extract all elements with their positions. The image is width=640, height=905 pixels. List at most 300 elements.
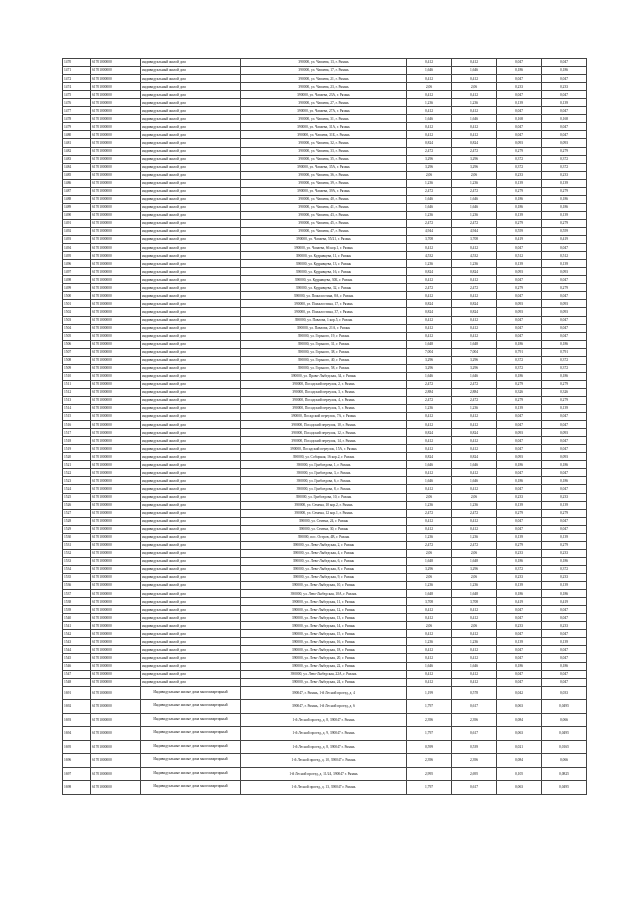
object-type-cell: индивидуальный жилой дом xyxy=(141,67,241,75)
address-cell: 390000, Посадский переулок, 4, г. Рязань xyxy=(241,396,407,404)
row-number-cell: 1512 xyxy=(63,388,91,396)
value-4-cell: 0,139 xyxy=(542,582,587,590)
address-cell: 390000, пос. Остров, 4В, г. Рязань xyxy=(241,533,407,541)
value-2-cell: 0,412 xyxy=(452,324,497,332)
value-1-cell: 0,412 xyxy=(407,525,452,533)
row-number-cell: 1538 xyxy=(63,598,91,606)
value-3-cell: 0,372 xyxy=(497,163,542,171)
value-2-cell: 1,646 xyxy=(452,662,497,670)
row-number-cell: 1486 xyxy=(63,179,91,187)
address-cell: 390000, ул. Чапаева, 21, г. Рязань xyxy=(241,75,407,83)
oktmo-code-cell: 61701000000 xyxy=(91,781,141,795)
table-row xyxy=(63,147,587,155)
row-number-cell: 1519 xyxy=(63,445,91,453)
address-cell: 390000, ул. Чапаева, 27А, г. Рязань xyxy=(241,107,407,115)
table-row xyxy=(63,372,587,380)
oktmo-code-cell: 61701000000 xyxy=(91,421,141,429)
value-4-cell: 0,0165 xyxy=(542,740,587,754)
value-1-cell: 0,599 xyxy=(407,740,452,754)
value-2-cell: 1,236 xyxy=(452,405,497,413)
data-table xyxy=(62,58,587,795)
value-1-cell: 0,824 xyxy=(407,300,452,308)
address-cell: 390000, ул. Горького, 40, г. Рязань xyxy=(241,356,407,364)
value-1-cell: 0,412 xyxy=(407,244,452,252)
value-4-cell: 0,233 xyxy=(542,171,587,179)
row-number-cell: 1507 xyxy=(63,348,91,356)
object-type-cell: Индивидуальные жилые дома многоквартирный xyxy=(141,781,241,795)
value-1-cell: 1,646 xyxy=(407,372,452,380)
value-3-cell: 0,093 xyxy=(497,429,542,437)
oktmo-code-cell: 61701000000 xyxy=(91,582,141,590)
value-3-cell: 0,372 xyxy=(497,155,542,163)
row-number-cell: 1488 xyxy=(63,195,91,203)
oktmo-code-cell: 61701000000 xyxy=(91,131,141,139)
value-3-cell: 0,047 xyxy=(497,324,542,332)
value-4-cell: 0,512 xyxy=(542,252,587,260)
table-body xyxy=(63,59,587,795)
value-4-cell: 0,233 xyxy=(542,493,587,501)
table-row xyxy=(63,187,587,195)
value-3-cell: 0,105 xyxy=(497,767,542,781)
row-number-cell: 1472 xyxy=(63,75,91,83)
value-1-cell: 1,646 xyxy=(407,203,452,211)
row-number-cell: 1504 xyxy=(63,324,91,332)
table-row xyxy=(63,437,587,445)
value-4-cell: 0,186 xyxy=(542,372,587,380)
object-type-cell: индивидуальный жилой дом xyxy=(141,211,241,219)
address-cell: 390000, ул. Чапаева, 31, г. Рязань xyxy=(241,115,407,123)
value-3-cell: 0,063 xyxy=(497,727,542,741)
oktmo-code-cell: 61701000000 xyxy=(91,268,141,276)
value-1-cell: 4,532 xyxy=(407,252,452,260)
value-2-cell: 2,06 xyxy=(452,83,497,91)
oktmo-code-cell: 61701000000 xyxy=(91,388,141,396)
row-number-cell: 1482 xyxy=(63,147,91,155)
row-number-cell: 1491 xyxy=(63,219,91,227)
table-row xyxy=(63,781,587,795)
object-type-cell: индивидуальный жилой дом xyxy=(141,107,241,115)
address-cell: 390000, ул. Соборная, 16 кор.2, г. Рязань xyxy=(241,453,407,461)
value-1-cell: 1,646 xyxy=(407,67,452,75)
oktmo-code-cell: 61701000000 xyxy=(91,83,141,91)
value-2-cell: 0,412 xyxy=(452,654,497,662)
table-row xyxy=(63,292,587,300)
oktmo-code-cell: 61701000000 xyxy=(91,533,141,541)
table-row xyxy=(63,405,587,413)
value-4-cell: 0,093 xyxy=(542,139,587,147)
object-type-cell: Индивидуальные жилые дома многоквартирный xyxy=(141,700,241,714)
address-cell: 390000, ул. Павлова, 1 кор.5, г. Рязань xyxy=(241,316,407,324)
value-1-cell: 3,708 xyxy=(407,598,452,606)
object-type-cell: индивидуальный жилой дом xyxy=(141,187,241,195)
row-number-cell: 1540 xyxy=(63,614,91,622)
value-4-cell: 0,186 xyxy=(542,461,587,469)
table-row xyxy=(63,155,587,163)
row-number-cell: 1509 xyxy=(63,364,91,372)
value-2-cell: 1,236 xyxy=(452,211,497,219)
oktmo-code-cell: 61701000000 xyxy=(91,236,141,244)
address-cell: 390000, ул. Лево-Лыбедская, 8, г. Рязань xyxy=(241,565,407,573)
value-4-cell: 0,047 xyxy=(542,292,587,300)
value-2-cell: 1,646 xyxy=(452,115,497,123)
value-3-cell: 0,047 xyxy=(497,421,542,429)
row-number-cell: 1543 xyxy=(63,638,91,646)
row-number-cell: 1500 xyxy=(63,292,91,300)
object-type-cell: индивидуальный жилой дом xyxy=(141,429,241,437)
value-3-cell: 0,139 xyxy=(497,260,542,268)
object-type-cell: индивидуальный жилой дом xyxy=(141,557,241,565)
value-1-cell: 1,646 xyxy=(407,662,452,670)
oktmo-code-cell: 61701000000 xyxy=(91,364,141,372)
value-3-cell: 0,279 xyxy=(497,541,542,549)
value-1-cell: 0,412 xyxy=(407,606,452,614)
address-cell: 390000, ул. Чапаева, 32, г. Рязань xyxy=(241,139,407,147)
row-number-cell: 1477 xyxy=(63,107,91,115)
table-row xyxy=(63,388,587,396)
value-1-cell: 2,472 xyxy=(407,147,452,155)
oktmo-code-cell: 61701000000 xyxy=(91,187,141,195)
oktmo-code-cell: 61701000000 xyxy=(91,598,141,606)
value-4-cell: 0,047 xyxy=(542,75,587,83)
object-type-cell: индивидуальный жилой дом xyxy=(141,340,241,348)
value-4-cell: 0,047 xyxy=(542,123,587,131)
value-4-cell: 0,372 xyxy=(542,565,587,573)
address-cell: 390000, ул. Семена, 10 кор.2, г. Рязань xyxy=(241,501,407,509)
row-number-cell: 1480 xyxy=(63,131,91,139)
value-2-cell: 0,412 xyxy=(452,469,497,477)
value-3-cell: 0,047 xyxy=(497,131,542,139)
object-type-cell: Индивидуальные жилые дома многоквартирный xyxy=(141,727,241,741)
value-3-cell: 0,279 xyxy=(497,147,542,155)
value-2-cell: 3,296 xyxy=(452,364,497,372)
value-2-cell: 0,824 xyxy=(452,300,497,308)
object-type-cell: индивидуальный жилой дом xyxy=(141,453,241,461)
value-2-cell: 1,236 xyxy=(452,582,497,590)
address-cell: 1-й Лесной проезд, д. 11/24, 390047 г. Рязань xyxy=(241,767,407,781)
oktmo-code-cell: 61701000000 xyxy=(91,413,141,421)
table-row xyxy=(63,83,587,91)
oktmo-code-cell: 61701000000 xyxy=(91,767,141,781)
table-row xyxy=(63,203,587,211)
table-row xyxy=(63,670,587,678)
object-type-cell: индивидуальный жилой дом xyxy=(141,445,241,453)
oktmo-code-cell: 61701000000 xyxy=(91,646,141,654)
oktmo-code-cell: 61701000000 xyxy=(91,244,141,252)
value-1-cell: 2,06 xyxy=(407,171,452,179)
value-3-cell: 0,047 xyxy=(497,654,542,662)
oktmo-code-cell: 61701000000 xyxy=(91,678,141,686)
value-2-cell: 3,708 xyxy=(452,236,497,244)
object-type-cell: индивидуальный жилой дом xyxy=(141,388,241,396)
oktmo-code-cell: 61701000000 xyxy=(91,590,141,598)
oktmo-code-cell: 61701000000 xyxy=(91,509,141,517)
object-type-cell: индивидуальный жилой дом xyxy=(141,91,241,99)
value-2-cell: 1,648 xyxy=(452,590,497,598)
table-row xyxy=(63,115,587,123)
address-cell: 390000, ул. Горького, 58, г. Рязань xyxy=(241,364,407,372)
value-1-cell: 1,797 xyxy=(407,727,452,741)
oktmo-code-cell: 61701000000 xyxy=(91,713,141,727)
table-row xyxy=(63,590,587,598)
value-2-cell: 2,472 xyxy=(452,509,497,517)
object-type-cell: индивидуальный жилой дом xyxy=(141,268,241,276)
value-2-cell: 0,412 xyxy=(452,630,497,638)
value-4-cell: 0,186 xyxy=(542,195,587,203)
table-row xyxy=(63,396,587,404)
value-4-cell: 0,047 xyxy=(542,614,587,622)
value-1-cell: 1,236 xyxy=(407,501,452,509)
row-number-cell: 1503 xyxy=(63,316,91,324)
document-page xyxy=(62,58,586,795)
value-2-cell: 0,412 xyxy=(452,316,497,324)
value-4-cell: 0,139 xyxy=(542,179,587,187)
address-cell: 390000, ул. Горького, 31, г. Рязань xyxy=(241,340,407,348)
value-1-cell: 1,646 xyxy=(407,115,452,123)
value-1-cell: 0,412 xyxy=(407,276,452,284)
value-4-cell: 0,279 xyxy=(542,541,587,549)
table-row xyxy=(63,509,587,517)
object-type-cell: индивидуальный жилой дом xyxy=(141,372,241,380)
object-type-cell: индивидуальный жилой дом xyxy=(141,284,241,292)
table-row xyxy=(63,364,587,372)
table-row xyxy=(63,525,587,533)
row-number-cell: 1485 xyxy=(63,171,91,179)
value-4-cell: 0,093 xyxy=(542,429,587,437)
object-type-cell: индивидуальный жилой дом xyxy=(141,131,241,139)
value-1-cell: 0,412 xyxy=(407,517,452,525)
oktmo-code-cell: 61701000000 xyxy=(91,485,141,493)
object-type-cell: индивидуальный жилой дом xyxy=(141,364,241,372)
value-2-cell: 0,412 xyxy=(452,525,497,533)
value-3-cell: 0,419 xyxy=(497,236,542,244)
object-type-cell: индивидуальный жилой дом xyxy=(141,195,241,203)
value-1-cell: 1,236 xyxy=(407,99,452,107)
object-type-cell: индивидуальный жилой дом xyxy=(141,147,241,155)
value-3-cell: 0,042 xyxy=(497,686,542,700)
value-3-cell: 0,279 xyxy=(497,509,542,517)
object-type-cell: индивидуальный жилой дом xyxy=(141,115,241,123)
table-row xyxy=(63,549,587,557)
address-cell: 390000, ул. Чапаева, 27, г. Рязань xyxy=(241,99,407,107)
value-4-cell: 0,047 xyxy=(542,437,587,445)
address-cell: 390000, ул. Лево-Лыбедская, 10А, г. Рязань xyxy=(241,590,407,598)
address-cell: 390000, ул. Чапаева, 41, г. Рязань xyxy=(241,203,407,211)
value-4-cell: 0,0825 xyxy=(542,767,587,781)
value-2-cell: 1,236 xyxy=(452,260,497,268)
value-1-cell: 1,648 xyxy=(407,340,452,348)
value-3-cell: 0,047 xyxy=(497,445,542,453)
value-2-cell: 0,412 xyxy=(452,276,497,284)
value-1-cell: 2,396 xyxy=(407,713,452,727)
address-cell: 390000, ул. Чапаева, 35, г. Рязань xyxy=(241,155,407,163)
value-2-cell: 2,06 xyxy=(452,493,497,501)
value-1-cell: 0,412 xyxy=(407,421,452,429)
row-number-cell: 1525 xyxy=(63,493,91,501)
value-2-cell: 0,824 xyxy=(452,268,497,276)
table-row xyxy=(63,75,587,83)
object-type-cell: индивидуальный жилой дом xyxy=(141,219,241,227)
row-number-cell: 1548 xyxy=(63,678,91,686)
value-4-cell: 0,139 xyxy=(542,501,587,509)
value-1-cell: 3,296 xyxy=(407,565,452,573)
row-number-cell: 1502 xyxy=(63,308,91,316)
value-1-cell: 3,708 xyxy=(407,236,452,244)
value-1-cell: 2,472 xyxy=(407,284,452,292)
value-4-cell: 0,047 xyxy=(542,332,587,340)
table-row xyxy=(63,740,587,754)
value-1-cell: 0,412 xyxy=(407,59,452,67)
value-2-cell: 1,236 xyxy=(452,533,497,541)
row-number-cell: 1494 xyxy=(63,244,91,252)
address-cell: 390000, ул. Чапаева, 35А, г. Рязань xyxy=(241,163,407,171)
value-3-cell: 0,233 xyxy=(497,171,542,179)
value-2-cell: 7,004 xyxy=(452,348,497,356)
value-3-cell: 0,047 xyxy=(497,316,542,324)
address-cell: 390000, ул. Чапаева, 33, г. Рязань xyxy=(241,147,407,155)
value-3-cell: 0,047 xyxy=(497,123,542,131)
row-number-cell: 1526 xyxy=(63,501,91,509)
value-2-cell: 0,412 xyxy=(452,606,497,614)
value-4-cell: 0,047 xyxy=(542,445,587,453)
address-cell: 390000, ул. Чапаева, 55/21, г. Рязань xyxy=(241,236,407,244)
table-row xyxy=(63,195,587,203)
value-1-cell: 1,236 xyxy=(407,260,452,268)
address-cell: 390000, ул. Лево-Лыбедская, 22А, г. Рязань xyxy=(241,670,407,678)
row-number-cell: 1536 xyxy=(63,582,91,590)
value-4-cell: 0,186 xyxy=(542,203,587,211)
value-3-cell: 0,233 xyxy=(497,493,542,501)
table-row xyxy=(63,227,587,235)
object-type-cell: индивидуальный жилой дом xyxy=(141,525,241,533)
value-4-cell: 0,233 xyxy=(542,549,587,557)
value-3-cell: 0,233 xyxy=(497,574,542,582)
value-1-cell: 3,296 xyxy=(407,155,452,163)
row-number-cell: 1516 xyxy=(63,421,91,429)
object-type-cell: индивидуальный жилой дом xyxy=(141,405,241,413)
value-3-cell: 0,279 xyxy=(497,284,542,292)
row-number-cell: 1534 xyxy=(63,565,91,573)
object-type-cell: Индивидуальные жилые дома многоквартирный xyxy=(141,713,241,727)
oktmo-code-cell: 61701000000 xyxy=(91,740,141,754)
address-cell: 390000, ул. Лево-Лыбедская, 6, г. Рязань xyxy=(241,557,407,565)
object-type-cell: индивидуальный жилой дом xyxy=(141,163,241,171)
value-4-cell: 0,419 xyxy=(542,236,587,244)
value-2-cell: 2,472 xyxy=(452,380,497,388)
value-4-cell: 0,186 xyxy=(542,67,587,75)
table-row xyxy=(63,163,587,171)
value-3-cell: 0,186 xyxy=(497,590,542,598)
object-type-cell: индивидуальный жилой дом xyxy=(141,244,241,252)
address-cell: 390000, ул. Грибоедова, 10, г. Рязань xyxy=(241,493,407,501)
row-number-cell: 1532 xyxy=(63,549,91,557)
object-type-cell: индивидуальный жилой дом xyxy=(141,348,241,356)
value-3-cell: 0,139 xyxy=(497,638,542,646)
address-cell: 390000, ул. Чапаева, 43, г. Рязань xyxy=(241,211,407,219)
row-number-cell: 1537 xyxy=(63,590,91,598)
address-cell: 390000, ул. Грибоедова, 6, г. Рязань xyxy=(241,477,407,485)
table-row xyxy=(63,582,587,590)
value-3-cell: 0,139 xyxy=(497,99,542,107)
value-2-cell: 1,236 xyxy=(452,501,497,509)
oktmo-code-cell: 61701000000 xyxy=(91,252,141,260)
value-1-cell: 0,824 xyxy=(407,139,452,147)
value-3-cell: 0,047 xyxy=(497,276,542,284)
row-number-cell: 1541 xyxy=(63,622,91,630)
table-row xyxy=(63,284,587,292)
value-2-cell: 3,296 xyxy=(452,155,497,163)
oktmo-code-cell: 61701000000 xyxy=(91,332,141,340)
row-number-cell: 1697 xyxy=(63,767,91,781)
value-4-cell: 0,279 xyxy=(542,187,587,195)
table-row xyxy=(63,461,587,469)
value-1-cell: 2,06 xyxy=(407,549,452,557)
address-cell: 390000, ул. Семена, 24, г. Рязань xyxy=(241,517,407,525)
object-type-cell: Индивидуальные жилые дома многоквартирный xyxy=(141,686,241,700)
table-row xyxy=(63,348,587,356)
oktmo-code-cell: 61701000000 xyxy=(91,437,141,445)
value-2-cell: 0,412 xyxy=(452,614,497,622)
object-type-cell: индивидуальный жилой дом xyxy=(141,308,241,316)
value-2-cell: 0,412 xyxy=(452,437,497,445)
value-4-cell: 0,372 xyxy=(542,155,587,163)
value-4-cell: 0,047 xyxy=(542,421,587,429)
row-number-cell: 1475 xyxy=(63,91,91,99)
oktmo-code-cell: 61701000000 xyxy=(91,727,141,741)
value-3-cell: 0,063 xyxy=(497,781,542,795)
value-1-cell: 1,236 xyxy=(407,533,452,541)
object-type-cell: индивидуальный жилой дом xyxy=(141,638,241,646)
value-1-cell: 2,06 xyxy=(407,622,452,630)
value-3-cell: 0,139 xyxy=(497,211,542,219)
row-number-cell: 1521 xyxy=(63,461,91,469)
value-3-cell: 0,139 xyxy=(497,533,542,541)
value-2-cell: 0,412 xyxy=(452,75,497,83)
value-3-cell: 0,186 xyxy=(497,662,542,670)
address-cell: 390000, ул. Семена, 30, г. Рязань xyxy=(241,525,407,533)
value-1-cell: 1,236 xyxy=(407,582,452,590)
address-cell: 390000, ул. Чапаева, 31А, г. Рязань xyxy=(241,123,407,131)
address-cell: 390000, ул. Горького, 38, г. Рязань xyxy=(241,348,407,356)
object-type-cell: индивидуальный жилой дом xyxy=(141,356,241,364)
address-cell: 390000, ул. Лево-Лыбедская, 15, г. Рязань xyxy=(241,630,407,638)
value-1-cell: 0,412 xyxy=(407,131,452,139)
value-4-cell: 0,279 xyxy=(542,380,587,388)
address-cell: 390000, Посадский переулок, 5, г. Рязань xyxy=(241,405,407,413)
address-cell: 390000, ул. Пожалостина, 37, г. Рязань xyxy=(241,308,407,316)
value-4-cell: 0,233 xyxy=(542,83,587,91)
value-1-cell: 0,824 xyxy=(407,308,452,316)
oktmo-code-cell: 61701000000 xyxy=(91,557,141,565)
oktmo-code-cell: 61701000000 xyxy=(91,574,141,582)
table-row xyxy=(63,622,587,630)
value-3-cell: 0,186 xyxy=(497,67,542,75)
object-type-cell: индивидуальный жилой дом xyxy=(141,83,241,91)
address-cell: 390000, ул. Чапаева, 36, г. Рязань xyxy=(241,171,407,179)
value-3-cell: 0,139 xyxy=(497,501,542,509)
address-cell: 390000, ул. Кудрявцева, 32, г. Рязань xyxy=(241,284,407,292)
value-3-cell: 0,419 xyxy=(497,598,542,606)
object-type-cell: индивидуальный жилой дом xyxy=(141,590,241,598)
row-number-cell: 1545 xyxy=(63,654,91,662)
value-1-cell: 0,412 xyxy=(407,324,452,332)
oktmo-code-cell: 61701000000 xyxy=(91,348,141,356)
object-type-cell: индивидуальный жилой дом xyxy=(141,646,241,654)
value-4-cell: 0,0495 xyxy=(542,700,587,714)
row-number-cell: 1499 xyxy=(63,284,91,292)
address-cell: 390000, ул. Грибоедова, 1, г. Рязань xyxy=(241,461,407,469)
value-3-cell: 0,047 xyxy=(497,437,542,445)
value-3-cell: 0,047 xyxy=(497,59,542,67)
